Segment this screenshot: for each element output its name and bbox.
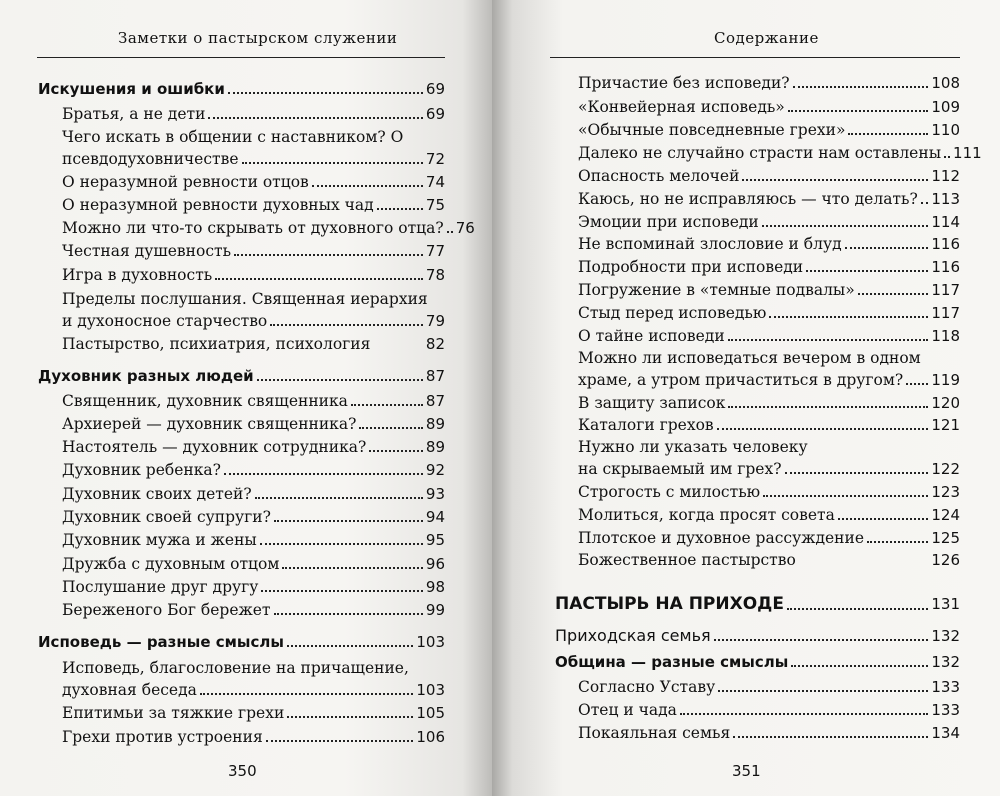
dot-leader: [377, 208, 423, 210]
dot-leader: [769, 316, 928, 318]
dot-leader: [447, 231, 453, 233]
dot-leader: [228, 92, 423, 94]
toc-entry-page: 118: [931, 327, 960, 345]
toc-entry[interactable]: [578, 188, 960, 210]
toc-entry-title: на скрываемый им грех?: [578, 460, 782, 478]
toc-entry-title: О неразумной ревности отцов: [62, 173, 309, 191]
toc-entry[interactable]: [62, 217, 475, 239]
toc-entry[interactable]: [62, 240, 445, 262]
toc-entry-page: 119: [931, 371, 960, 389]
page-number: 351: [732, 762, 761, 780]
dot-leader: [266, 740, 414, 742]
toc-entry-page: 112: [931, 167, 960, 185]
toc-entry[interactable]: [578, 302, 960, 324]
toc-entry-page: 108: [931, 74, 960, 92]
toc-entry-page: 77: [425, 242, 445, 260]
toc-entry[interactable]: [578, 325, 960, 347]
toc-entry-page: 87: [425, 392, 445, 410]
toc-entry-title: Погружение в «темные подвалы»: [578, 281, 855, 299]
dot-leader: [312, 185, 423, 187]
dot-leader: [260, 543, 423, 545]
toc-entry-title: Священник, духовник священника: [62, 392, 348, 410]
dot-leader: [234, 254, 423, 256]
dot-leader: [788, 110, 929, 112]
toc-entry[interactable]: [578, 676, 960, 698]
dot-leader: [787, 608, 928, 610]
toc-entry-title: Духовник своих детей?: [62, 485, 252, 503]
toc-entry-title: Божественное пастырство: [578, 551, 796, 569]
dot-leader: [838, 518, 929, 520]
toc-entry-title-line1: Пределы послушания. Священная иерархия: [62, 290, 428, 308]
toc-entry-page: 72: [425, 150, 445, 168]
toc-entry-title: Архиерей — духовник священника?: [62, 415, 357, 433]
toc-entry-page: 69: [425, 105, 445, 123]
toc-entry-title: Не вспоминай злословие и блуд: [578, 235, 842, 253]
dot-leader: [287, 645, 413, 647]
toc-entry-page: 89: [425, 438, 445, 456]
dot-leader: [762, 225, 929, 227]
toc-entry-title: Опасность мелочей: [578, 167, 740, 185]
toc-entry-title: Причастие без исповеди?: [578, 74, 790, 92]
toc-entry-title: Духовник ребенка?: [62, 461, 221, 479]
toc-entry[interactable]: [62, 679, 445, 701]
toc-entry-page: 117: [931, 281, 960, 299]
toc-entry-title: Дружба с духовным отцом: [62, 555, 280, 573]
toc-entry[interactable]: [62, 506, 445, 528]
toc-entry-title: О тайне исповеди: [578, 327, 725, 345]
toc-entry-title: Приходская семья: [555, 626, 711, 645]
dot-leader: [257, 379, 423, 381]
toc-entry-title: Эмоции при исповеди: [578, 213, 759, 231]
dot-leader: [215, 278, 423, 280]
toc-entry-page: 93: [425, 485, 445, 503]
toc-entry-page: 103: [416, 681, 445, 699]
dot-leader: [208, 117, 422, 119]
toc-entry-title: Каюсь, но не исправляюсь — что делать?: [578, 190, 918, 208]
toc-entry[interactable]: [62, 483, 445, 505]
dot-leader: [733, 736, 928, 738]
toc-entry-title: Община — разные смыслы: [555, 653, 789, 671]
left-page: [0, 0, 492, 796]
dot-leader: [728, 406, 928, 408]
toc-entry-title: Духовник своей супруги?: [62, 508, 271, 526]
toc-entry-page: 106: [416, 728, 445, 746]
dot-leader: [921, 202, 929, 204]
toc-entry-page: 69: [425, 80, 445, 98]
toc-entry-page: 134: [931, 724, 960, 742]
toc-entry[interactable]: [578, 549, 960, 571]
toc-entry-title-line1: Нужно ли указать человеку: [578, 438, 808, 456]
toc-entry[interactable]: [62, 194, 445, 216]
toc-entry-title: Подробности при исповеди: [578, 258, 804, 276]
toc-entry-page: 117: [931, 304, 960, 322]
toc-entry[interactable]: [62, 148, 445, 170]
toc-entry-page: 98: [425, 578, 445, 596]
toc-entry-chapter[interactable]: [38, 631, 445, 653]
toc-entry-page: 94: [425, 508, 445, 526]
toc-entry[interactable]: [62, 310, 445, 332]
dot-leader: [200, 693, 413, 695]
toc-entry-page: 123: [931, 483, 960, 501]
dot-leader: [282, 567, 423, 569]
toc-entry[interactable]: [578, 119, 960, 141]
toc-entry[interactable]: [578, 722, 960, 744]
toc-entry-title: ПАСТЫРЬ НА ПРИХОДЕ: [555, 594, 784, 614]
toc-entry-title: Отец и чада: [578, 701, 677, 719]
toc-entry[interactable]: [62, 413, 445, 435]
toc-entry-title: Покаяльная семья: [578, 724, 731, 742]
toc-entry-chapter[interactable]: [38, 78, 445, 100]
toc-entry-title: Далеко не случайно страсти нам оставлены: [578, 144, 942, 162]
dot-leader: [680, 713, 928, 715]
toc-entry-title: Согласно Уставу: [578, 678, 716, 696]
toc-entry[interactable]: [578, 142, 982, 164]
toc-entry-page: 132: [931, 653, 960, 671]
dot-leader: [373, 347, 423, 349]
toc-entry-page: 105: [416, 704, 445, 722]
dot-leader: [714, 639, 929, 641]
dot-leader: [287, 716, 413, 718]
toc-entry-part[interactable]: [555, 592, 960, 616]
toc-entry-title: «Конвейерная исповедь»: [578, 98, 785, 116]
toc-entry-section[interactable]: [555, 625, 960, 647]
toc-entry-page: 75: [425, 196, 445, 214]
toc-entry-chapter[interactable]: [555, 651, 960, 673]
dot-leader: [728, 339, 929, 341]
toc-entry-page: 95: [425, 531, 445, 549]
toc-entry-page: 74: [425, 173, 445, 191]
toc-entry[interactable]: [62, 333, 445, 355]
toc-entry[interactable]: [578, 211, 960, 233]
dot-leader: [845, 247, 929, 249]
dot-leader: [785, 472, 929, 474]
toc-entry[interactable]: [578, 504, 960, 526]
dot-leader: [763, 495, 928, 497]
toc-entry-title-line1: Чего искать в общении с наставником? О: [62, 128, 404, 146]
page-number: 350: [228, 762, 257, 780]
toc-entry-page: 116: [931, 258, 960, 276]
toc-entry-page: 125: [931, 529, 960, 547]
toc-entry[interactable]: [62, 702, 445, 724]
toc-entry-page: 124: [931, 506, 960, 524]
toc-entry-page: 76: [455, 219, 475, 237]
dot-leader: [274, 520, 423, 522]
toc-entry[interactable]: [578, 369, 960, 391]
toc-entry[interactable]: [578, 279, 960, 301]
toc-entry[interactable]: [62, 171, 445, 193]
dot-leader: [793, 86, 929, 88]
toc-entry-page: 114: [931, 213, 960, 231]
toc-entry-page: 78: [425, 266, 445, 284]
toc-entry[interactable]: [62, 553, 445, 575]
toc-entry-title: Пастырство, психиатрия, психология: [62, 335, 371, 353]
toc-entry[interactable]: [578, 414, 960, 436]
toc-entry-page: 110: [931, 121, 960, 139]
toc-entry-page: 89: [425, 415, 445, 433]
dot-leader: [270, 324, 423, 326]
toc-entry-title: Послушание друг другу: [62, 578, 259, 596]
toc-entry[interactable]: [578, 458, 960, 480]
dot-leader: [351, 404, 423, 406]
toc-entry-title: Можно ли что-то скрывать от духовного отца?: [62, 219, 444, 237]
dot-leader: [255, 497, 423, 499]
header-rule: [550, 57, 960, 58]
toc-entry-title: псевдодуховничестве: [62, 150, 239, 168]
toc-entry-page: 133: [931, 701, 960, 719]
dot-leader: [359, 427, 422, 429]
toc-entry-title: Искушения и ошибки: [38, 80, 225, 98]
dot-leader: [906, 383, 928, 385]
dot-leader: [224, 473, 423, 475]
toc-entry-title: Стыд перед исповедью: [578, 304, 767, 322]
header-rule: [37, 57, 445, 58]
toc-entry-title: Плотское и духовное рассуждение: [578, 529, 865, 547]
toc-entry-page: 96: [425, 555, 445, 573]
toc-entry-title: Духовник мужа и жены: [62, 531, 257, 549]
dot-leader: [261, 590, 423, 592]
toc-entry-page: 116: [931, 235, 960, 253]
toc-entry-page: 126: [931, 551, 960, 569]
right-page: [492, 0, 1000, 796]
toc-entry[interactable]: [62, 103, 445, 125]
toc-entry[interactable]: [578, 481, 960, 503]
dot-leader: [791, 665, 928, 667]
toc-entry[interactable]: [578, 233, 960, 255]
toc-entry-title: Настоятель — духовник сотрудника?: [62, 438, 367, 456]
toc-entry-page: 122: [931, 460, 960, 478]
dot-leader: [858, 293, 929, 295]
toc-entry-page: 132: [931, 627, 960, 645]
dot-leader: [944, 156, 950, 158]
toc-entry-title: храме, а утром причаститься в другом?: [578, 371, 904, 389]
toc-entry[interactable]: [578, 392, 960, 414]
toc-entry[interactable]: [62, 726, 445, 748]
toc-entry-title: Строгость с милостью: [578, 483, 761, 501]
toc-entry[interactable]: [578, 72, 960, 94]
toc-entry-title-line1: Исповедь, благословение на причащение,: [62, 659, 409, 677]
toc-entry[interactable]: [62, 390, 445, 412]
dot-leader: [806, 270, 928, 272]
toc-entry-page: 99: [425, 601, 445, 619]
toc-entry-page: 131: [931, 595, 960, 613]
toc-entry[interactable]: [62, 436, 445, 458]
toc-entry[interactable]: [578, 96, 960, 118]
toc-entry-page: 87: [425, 367, 445, 385]
toc-entry-page: 133: [931, 678, 960, 696]
dot-leader: [799, 563, 929, 565]
dot-leader: [867, 541, 928, 543]
toc-entry-title: В защиту записок: [578, 394, 726, 412]
toc-entry-title: «Обычные повседневные грехи»: [578, 121, 846, 139]
toc-entry-title-line1: Можно ли исповедаться вечером в одном: [578, 349, 921, 367]
toc-entry-title: Молиться, когда просят совета: [578, 506, 835, 524]
toc-entry[interactable]: [62, 459, 445, 481]
toc-entry-page: 92: [425, 461, 445, 479]
toc-entry-page: 121: [931, 416, 960, 434]
toc-entry[interactable]: [62, 576, 445, 598]
toc-entry-chapter[interactable]: [38, 365, 445, 387]
toc-entry[interactable]: [578, 165, 960, 187]
toc-entry-page: 113: [931, 190, 960, 208]
toc-entry-title: О неразумной ревности духовных чад: [62, 196, 374, 214]
dot-leader: [717, 428, 929, 430]
toc-entry-title: Честная душевность: [62, 242, 232, 260]
toc-entry[interactable]: [62, 529, 445, 551]
toc-entry[interactable]: [578, 527, 960, 549]
dot-leader: [242, 162, 423, 164]
toc-entry-page: 103: [416, 633, 445, 651]
dot-leader: [274, 613, 423, 615]
dot-leader: [848, 133, 928, 135]
running-head: Заметки о пастырском служении: [118, 29, 398, 47]
toc-entry-title: духовная беседа: [62, 681, 197, 699]
toc-entry-page: 82: [425, 335, 445, 353]
toc-entry-title: Игра в духовность: [62, 266, 213, 284]
toc-entry-title: и духоносное старчество: [62, 312, 268, 330]
toc-entry[interactable]: [62, 264, 445, 286]
toc-entry-page: 120: [931, 394, 960, 412]
toc-entry[interactable]: [578, 699, 960, 721]
toc-entry-page: 111: [953, 144, 982, 162]
running-head: Содержание: [714, 29, 819, 47]
toc-entry-title: Грехи против устроения: [62, 728, 263, 746]
toc-entry-title: Береженого Бог бережет: [62, 601, 271, 619]
toc-entry-title: Епитимьи за тяжкие грехи: [62, 704, 285, 722]
dot-leader: [369, 450, 423, 452]
dot-leader: [742, 179, 928, 181]
toc-entry-title: Каталоги грехов: [578, 416, 714, 434]
dot-leader: [718, 690, 928, 692]
toc-entry-page: 79: [425, 312, 445, 330]
toc-entry-title: Исповедь — разные смыслы: [38, 633, 284, 651]
toc-entry-title: Братья, а не дети: [62, 105, 206, 123]
toc-entry-page: 109: [931, 98, 960, 116]
toc-entry[interactable]: [62, 599, 445, 621]
toc-entry-title: Духовник разных людей: [38, 367, 254, 385]
toc-entry[interactable]: [578, 256, 960, 278]
